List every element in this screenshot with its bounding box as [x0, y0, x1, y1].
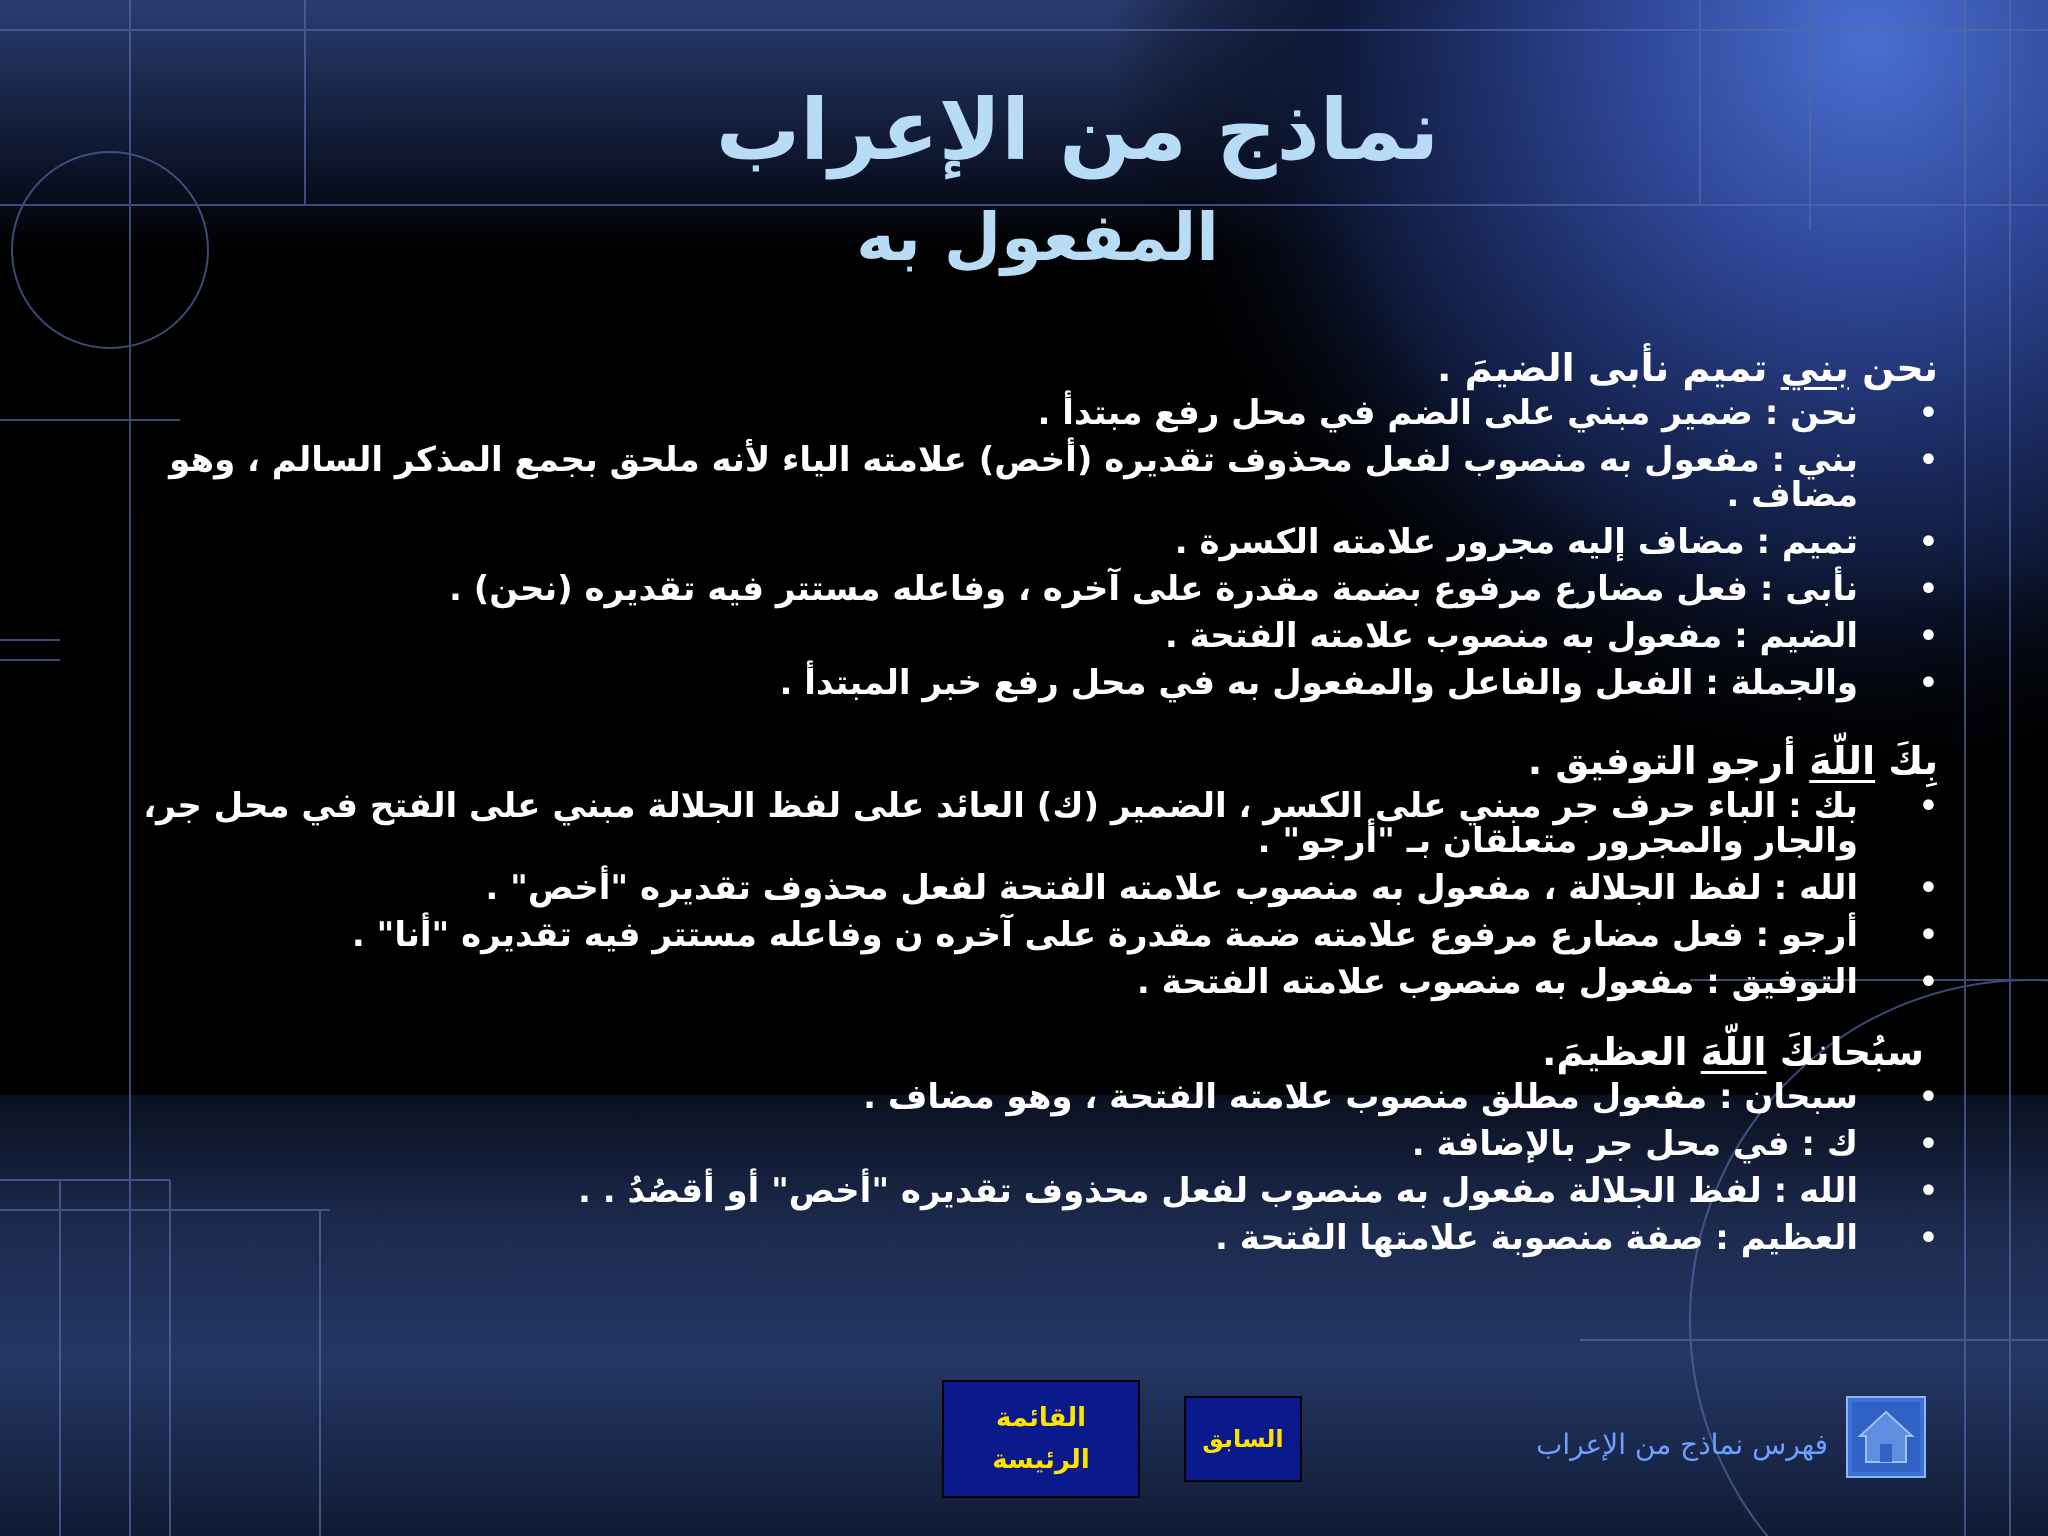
parsing-item: • ك : في محل جر بالإضافة . [128, 1127, 1938, 1162]
parsing-item: • أرجو : فعل مضارع مرفوع علامته ضمة مقدرة على آخره ن وفاعله مستتر فيه تقديره "أنا" . [128, 918, 1938, 953]
sentence-highlight: بني [1780, 346, 1849, 390]
parsing-list [128, 1077, 1938, 1258]
sentence-part: نحن [1848, 346, 1938, 390]
parsing-item: • الله : لفظ الجلالة ، مفعول به منصوب علامته الفتحة لفعل محذوف تقديره "أخص" . [128, 871, 1938, 906]
main-menu-label [992, 1397, 1089, 1481]
main-menu-label-line: القائمة [995, 1403, 1087, 1433]
parsing-item: • سبحان : مفعول مطلق منصوب علامته الفتحة ، وهو مضاف . [128, 1080, 1938, 1115]
parsing-item: • والجملة : الفعل والفاعل والمفعول به في محل رفع خبر المبتدأ . [128, 666, 1938, 701]
previous-label: السابق [1202, 1425, 1284, 1453]
main-menu-button[interactable] [942, 1380, 1140, 1498]
parsing-item: • العظيم : صفة منصوبة علامتها الفتحة . [128, 1221, 1938, 1256]
parsing-list [128, 393, 1938, 703]
title-area [0, 78, 2048, 298]
index-link[interactable]: فهرس نماذج من الإعراب [1535, 1428, 1828, 1461]
parsing-item: • الضيم : مفعول به منصوب علامته الفتحة . [128, 619, 1938, 654]
sentence-part: أرجو التوفيق . [1527, 739, 1810, 783]
sentence-part: بِكَ [1875, 739, 1938, 783]
parsing-list [128, 786, 1938, 1002]
example-sentence [128, 1026, 1924, 1078]
example-section-1 [128, 342, 1938, 701]
example-section-2 [128, 735, 1938, 1000]
home-icon [1848, 1398, 1924, 1476]
parsing-item: • نحن : ضمير مبني على الضم في محل رفع مبتدأ . [128, 396, 1938, 431]
page-title: نماذج من الإعراب [715, 81, 1440, 179]
previous-button[interactable] [1184, 1396, 1302, 1482]
parsing-item: • التوفيق : مفعول به منصوب علامته الفتحة . [128, 965, 1938, 1000]
parsing-item: • تميم : مضاف إليه مجرور علامته الكسرة . [128, 525, 1938, 560]
sentence-highlight: اللّهَ [1700, 1030, 1767, 1074]
parsing-item: • نأبى : فعل مضارع مرفوع بضمة مقدرة على آخره ، وفاعله مستتر فيه تقديره (نحن) . [128, 572, 1938, 607]
sentence-part: سبُحانكَ [1766, 1030, 1924, 1074]
example-section-3 [128, 1026, 1938, 1256]
parsing-item: • الله : لفظ الجلالة مفعول به منصوب لفعل محذوف تقديره "أخص" أو أقصُدُ . . [128, 1174, 1938, 1209]
home-button[interactable] [1846, 1396, 1926, 1478]
parsing-item: • بك : الباء حرف جر مبني على الكسر ، الضمير (ك) العائد على لفظ الجلالة مبني على الفتح في محل جر، والجار والمجرور متعلقان بـ "أرجو" . [128, 789, 1938, 859]
sentence-part: تميم نأبى الضيمَ . [1436, 346, 1781, 390]
sentence-highlight: اللّهَ [1809, 739, 1876, 783]
parsing-item: • بني : مفعول به منصوب لفعل محذوف تقديره (أخص) علامته الياء لأنه ملحق بجمع المذكر السالم ، وهو مضاف . [128, 443, 1938, 513]
example-sentence [128, 342, 1938, 394]
page-subtitle: المفعول به [856, 199, 1219, 276]
example-sentence [128, 735, 1938, 787]
main-menu-label-line: الرئيسة [992, 1445, 1090, 1475]
slide-content [128, 342, 1938, 1268]
sentence-part: العظيمَ. [1541, 1030, 1701, 1074]
